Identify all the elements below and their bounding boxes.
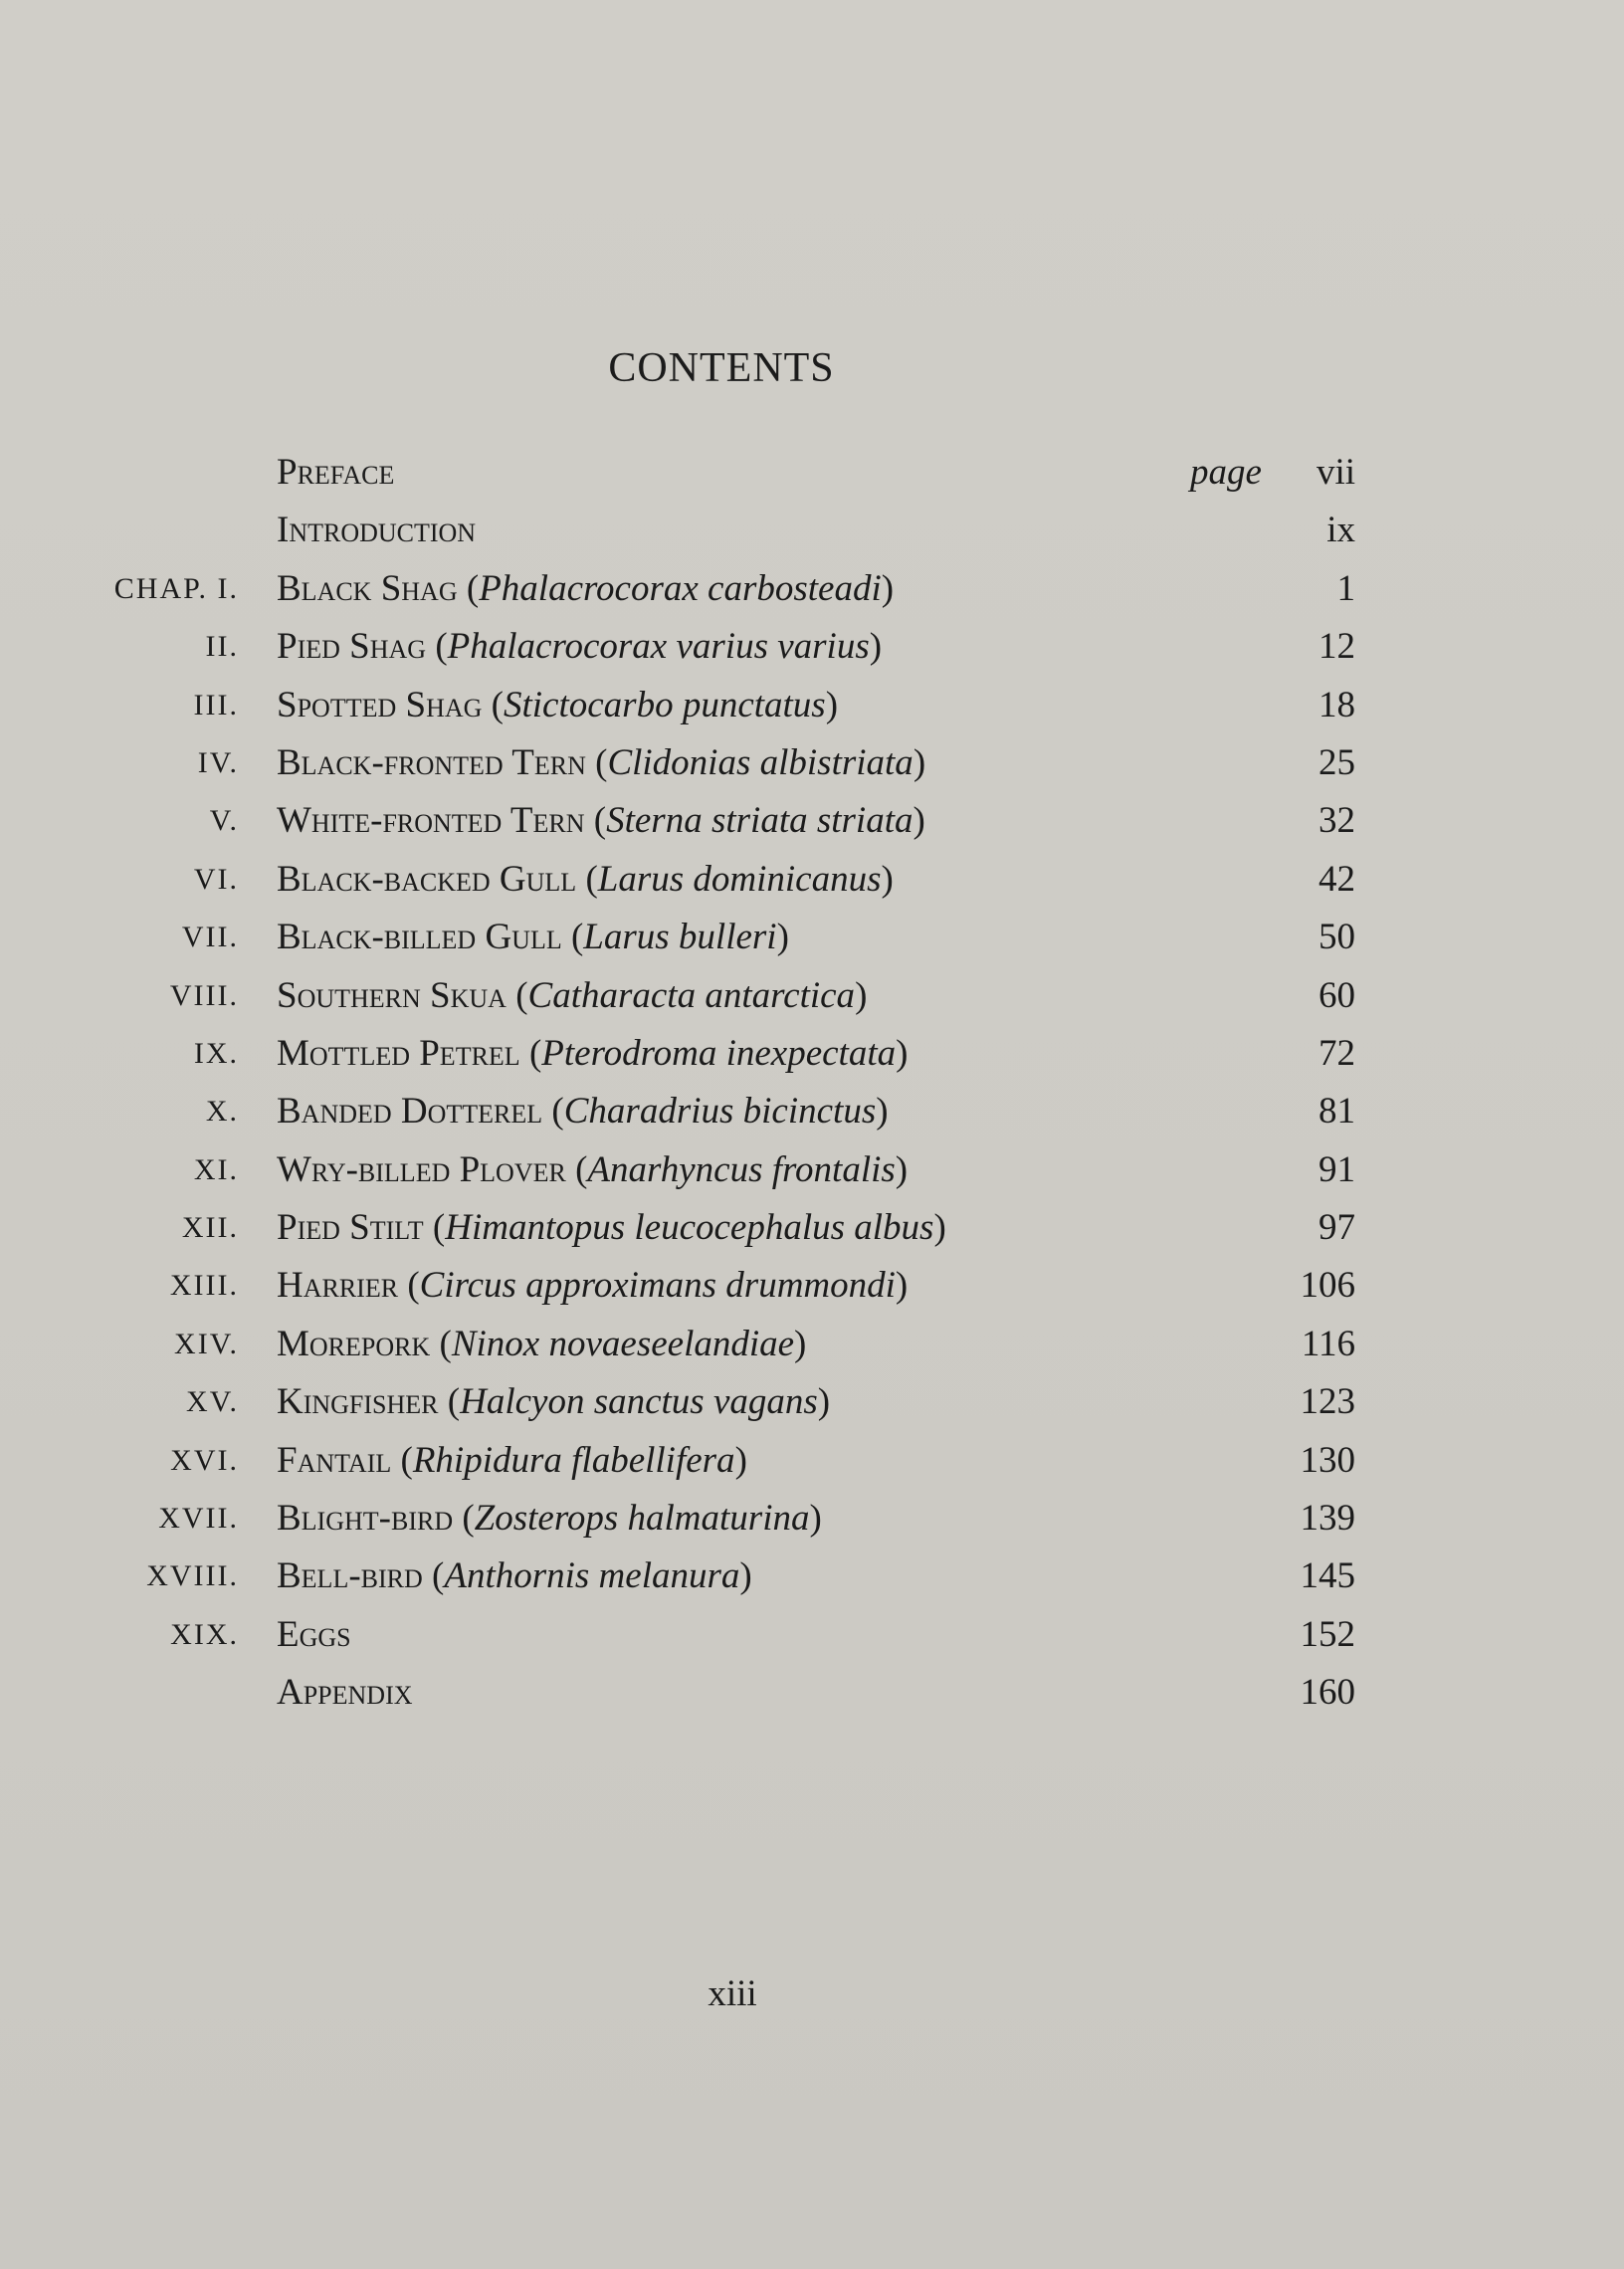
toc-entry (0, 909, 1624, 966)
scientific-name: Sterna striata striata (606, 800, 914, 842)
toc-entry (0, 1257, 1624, 1315)
entry-title: Morepork (Ninox novaeseelandiae) (277, 1323, 807, 1364)
entry-title: Southern Skua (Catharacta antarctica) (277, 974, 868, 1016)
toc-entry (0, 1083, 1624, 1140)
common-name: Morepork (277, 1323, 431, 1364)
page-number: ix (1326, 510, 1355, 551)
page-number: 32 (1319, 800, 1355, 842)
page-number: 18 (1319, 684, 1355, 725)
common-name: Wry-billed Plover (277, 1148, 566, 1190)
entry-title: White-fronted Tern (Sterna striata striata) (277, 800, 925, 842)
entry-title: Fantail (Rhipidura flabellifera) (277, 1439, 747, 1481)
page-number: 152 (1300, 1613, 1355, 1655)
entry-title: Harrier (Circus approximans drummondi) (277, 1265, 909, 1307)
common-name: Black Shag (277, 567, 458, 609)
page-number: 12 (1319, 626, 1355, 668)
entry-title: Black-billed Gull (Larus bulleri) (277, 917, 789, 958)
toc-entry (0, 1664, 1624, 1722)
page-label: page (1190, 452, 1262, 493)
scientific-name: Pterodroma inexpectata (541, 1032, 897, 1074)
page-number: 130 (1300, 1439, 1355, 1481)
chapter-number: CHAP. I. (113, 571, 239, 605)
toc-entry (0, 1490, 1624, 1547)
scientific-name: Halcyon sanctus vagans (460, 1381, 818, 1423)
entry-title: Black-fronted Tern (Clidonias albistriata) (277, 741, 926, 783)
chapter-number: IV. (197, 745, 239, 779)
scientific-name: Circus approximans drummondi (419, 1265, 896, 1307)
entry-title: Pied Stilt (Himantopus leucocephalus albus) (277, 1207, 946, 1249)
chapter-number: XVII. (158, 1502, 239, 1536)
page-number: 145 (1300, 1555, 1355, 1597)
scientific-name: Clidonias albistriata (607, 741, 914, 783)
common-name: Preface (277, 452, 395, 493)
toc-entry (0, 851, 1624, 909)
chapter-number: II. (205, 630, 239, 664)
entry-title: Black-backed Gull (Larus dominicanus) (277, 858, 894, 900)
common-name: Spotted Shag (277, 684, 483, 725)
chapter-number: XI. (193, 1152, 239, 1186)
chapter-number: VIII. (169, 978, 239, 1012)
scientific-name: Charadrius bicinctus (563, 1091, 877, 1133)
page-number: 116 (1301, 1323, 1355, 1364)
entry-title: Spotted Shag (Stictocarbo punctatus) (277, 684, 839, 725)
toc-entry (0, 1316, 1624, 1373)
common-name: Eggs (277, 1613, 351, 1655)
toc-entry (0, 1199, 1624, 1257)
chapter-number: XV. (186, 1385, 239, 1419)
toc-entry (0, 967, 1624, 1025)
scientific-name: Catharacta antarctica (527, 974, 856, 1016)
chapter-number: VI. (193, 862, 239, 896)
chapter-number: IX. (193, 1036, 239, 1070)
entry-title: Banded Dotterel (Charadrius bicinctus) (277, 1091, 889, 1133)
page-folio: xiii (708, 1973, 757, 2014)
scientific-name: Rhipidura flabellifera (412, 1439, 735, 1481)
page-number: 106 (1300, 1265, 1355, 1307)
chapter-number: X. (205, 1095, 239, 1129)
page-number: 72 (1319, 1032, 1355, 1074)
common-name: Mottled Petrel (277, 1032, 520, 1074)
entry-title: Mottled Petrel (Pterodroma inexpectata) (277, 1032, 909, 1074)
page-number: 160 (1300, 1672, 1355, 1714)
toc-entry (0, 1432, 1624, 1490)
toc-entry (0, 1547, 1624, 1605)
chapter-number: XIII. (169, 1269, 239, 1303)
chapter-number: III. (193, 688, 239, 722)
scientific-name: Larus dominicanus (597, 858, 882, 900)
page-number: 139 (1300, 1498, 1355, 1540)
common-name: Appendix (277, 1672, 413, 1714)
scientific-name: Phalacrocorax varius varius (447, 626, 870, 668)
page-number: vii (1316, 452, 1355, 493)
toc-entry (0, 1373, 1624, 1431)
common-name: Blight-bird (277, 1498, 454, 1540)
page-number: 123 (1300, 1381, 1355, 1423)
page-number: 60 (1319, 974, 1355, 1016)
scientific-name: Ninox novaeseelandiae (451, 1323, 795, 1364)
common-name: Black-backed Gull (277, 858, 577, 900)
common-name: Fantail (277, 1439, 392, 1481)
common-name: White-fronted Tern (277, 800, 585, 842)
scientific-name: Stictocarbo punctatus (503, 684, 826, 725)
entry-title: Kingfisher (Halcyon sanctus vagans) (277, 1381, 831, 1423)
toc-entry (0, 1141, 1624, 1199)
scientific-name: Anthornis melanura (444, 1555, 740, 1597)
page-number: 81 (1319, 1091, 1355, 1133)
toc-entry (0, 560, 1624, 618)
page-number: 1 (1336, 567, 1355, 609)
chapter-number: XIV. (174, 1327, 239, 1360)
entry-title (277, 1606, 351, 1664)
page-number: 91 (1319, 1148, 1355, 1190)
toc-entry (0, 444, 1624, 502)
chapter-number: XVIII. (146, 1559, 239, 1593)
entry-title (277, 502, 476, 559)
entry-title: Pied Shag (Phalacrocorax varius varius) (277, 626, 883, 668)
common-name: Banded Dotterel (277, 1091, 543, 1133)
entry-title (277, 444, 394, 502)
entry-title: Bell-bird (Anthornis melanura) (277, 1555, 752, 1597)
entry-title: Black Shag (Phalacrocorax carbosteadi) (277, 567, 895, 609)
chapter-number: V. (209, 804, 239, 838)
toc-entry (0, 734, 1624, 792)
entry-title (277, 1664, 413, 1722)
common-name: Black-fronted Tern (277, 741, 586, 783)
common-name: Pied Stilt (277, 1207, 424, 1249)
common-name: Southern Skua (277, 974, 507, 1016)
common-name: Kingfisher (277, 1381, 439, 1423)
page-number: 97 (1319, 1207, 1355, 1249)
chapter-number: XIX. (170, 1617, 239, 1651)
common-name: Bell-bird (277, 1555, 423, 1597)
chapter-number: XVI. (170, 1443, 239, 1477)
page-number: 25 (1319, 741, 1355, 783)
common-name: Introduction (277, 510, 477, 551)
chapter-number: XII. (181, 1211, 239, 1245)
entry-title: Wry-billed Plover (Anarhyncus frontalis) (277, 1148, 909, 1190)
common-name: Black-billed Gull (277, 917, 562, 958)
page-number: 42 (1319, 858, 1355, 900)
contents-title: CONTENTS (608, 345, 835, 391)
toc-entry (0, 618, 1624, 676)
toc-entry (0, 502, 1624, 559)
toc-entry (0, 677, 1624, 734)
scientific-name: Larus bulleri (583, 917, 777, 958)
page-number: 50 (1319, 917, 1355, 958)
scientific-name: Phalacrocorax carbosteadi (479, 567, 882, 609)
toc-entry (0, 792, 1624, 850)
scientific-name: Anarhyncus frontalis (587, 1148, 896, 1190)
entry-title: Blight-bird (Zosterops halmaturina) (277, 1498, 822, 1540)
scientific-name: Zosterops halmaturina (474, 1498, 810, 1540)
scientific-name: Himantopus leucocephalus albus (445, 1207, 934, 1249)
chapter-number: VII. (181, 921, 239, 954)
table-of-contents (0, 444, 1624, 1723)
toc-entry (0, 1025, 1624, 1083)
common-name: Pied Shag (277, 626, 427, 668)
toc-entry (0, 1606, 1624, 1664)
common-name: Harrier (277, 1265, 399, 1307)
